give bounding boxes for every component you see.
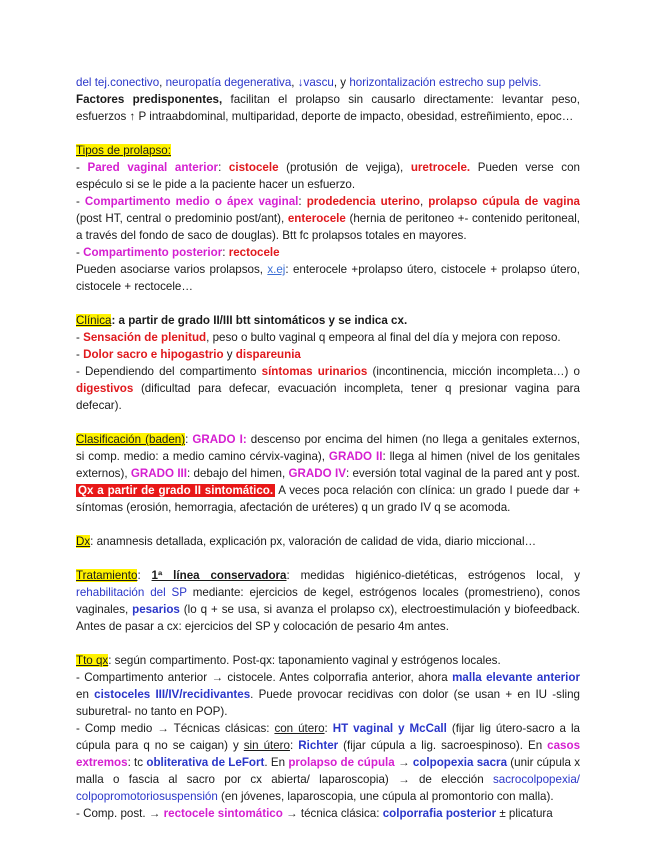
predisposing-label: Factores predisponentes, (76, 93, 223, 106)
document-page (76, 74, 580, 822)
tipos-medio: - Compartimento medio o ápex vaginal: prodedencia uterino, prolapso cúpula de vagina (post HT, central o predominio post/ant), enterocele (hernia de peritoneo +- contenido peritoneal, a través del fondo de saco de douglas). Btt fc prolapsos totales en mayores. (76, 195, 580, 242)
tratamiento-heading: Tratamiento (76, 569, 138, 582)
dx-paragraph: Dx: anamnesis detallada, explicación px, valoración de calidad de vida, diario miccional… (76, 535, 537, 548)
clinica-compartimento: - Dependiendo del compartimento síntomas urinarios (incontinencia, micción incompleta…) o digestivos (dificultad para defecar, evacuación incompleta, tener q presionar vagina para defecar). (76, 365, 580, 412)
ttoqx-heading: Tto qx: según compartimento. Post-qx: taponamiento vaginal y estrógenos locales. (76, 654, 501, 667)
paragraph-predisposing: Factores predisponentes, facilitan el prolapso sin causarlo directamente: levantar peso, esfuerzos ↑ P intraabdominal, multiparidad, deporte de impacto, obesidad, estreñimiento, epoc… (76, 93, 580, 123)
paragraph-causes: del tej.conectivo, neuropatía degenerativa, ↓vascu, y horizontalización estrecho sup pelvis. (76, 76, 542, 89)
xej-link[interactable]: x.ej (267, 263, 286, 276)
cause-pelvis: horizontalización estrecho sup pelvis. (349, 76, 542, 89)
ttoqx-posterior: - Comp. post. → rectocele sintomático → técnica clásica: colporrafia posterior ± plicatura (76, 807, 553, 820)
tipos-asociados: Pueden asociarse varios prolapsos, x.ej: enterocele +prolapso útero, cistocele + prolapso útero, cistocele + rectocele… (76, 263, 580, 293)
clinica-heading: Clínica: a partir de grado II/III btt sintomáticos y se indica cx. (76, 314, 408, 327)
qx-highlight: Qx a partir de grado II sintomático. (78, 484, 274, 497)
clasificacion-heading: Clasificación (baden) (76, 433, 186, 446)
clinica-plenitud: - Sensación de plenitud, peso o bulto vaginal q empeora al final del día y mejora con reposo. (76, 331, 561, 344)
clinica-dolor: - Dolor sacro e hipogastrio y dispareunia (76, 348, 301, 361)
clasificacion-paragraph: Clasificación (baden): GRADO I: descenso por encima del himen (no llega a genitales externos, si comp. medio: a medio camino cérvix-vagina), GRADO II: llega al himen (nivel de los genitales externos), GRADO III: debajo del himen, GRADO IV: eversión total vaginal de la pared ant y post. Qx a partir de grado II sintomático. A veces poca relación con clínica: un grado I puede dar + síntomas (erosión, hemorragia, afectación de uréteres) q un grado IV q se acomoda. (76, 433, 580, 514)
tipos-posterior: - Compartimento posterior: rectocele (76, 246, 280, 259)
cause-vascular: ↓vascu (297, 76, 334, 89)
dx-heading: Dx (76, 535, 91, 548)
cause-neuropathy: neuropatía degenerativa (165, 76, 292, 89)
ttoqx-medio: - Comp medio → Técnicas clásicas: con útero: HT vaginal y McCall (fijar lig útero-sacro a la cúpula para q no se caigan) y sin útero: Richter (fijar cúpula a lig. sacroespinoso). En casos extremos: tc obliterativa de LeFort. En prolapso de cúpula → colpopexia sacra (unir cúpula x malla o fascia al sacro por cx abierta/ laparoscopia) → de elección sacrocolpopexia/ colpopromotoriosuspensión (en jóvenes, laparoscopia, une cúpula al promontorio con malla). (76, 722, 581, 803)
cause-connective: del tej.conectivo (76, 76, 160, 89)
ttoqx-anterior: - Compartimento anterior → cistocele. Antes colporrafia anterior, ahora malla elevante anterior en cistoceles III/IV/recidivantes. Puede provocar recidivas con dolor (se usan + en IU -sling suburetral- no tanto en POP). (76, 671, 580, 718)
tipos-heading: Tipos de prolapso: (76, 144, 171, 157)
tipos-anterior: - Pared vaginal anterior: cistocele (protusión de vejiga), uretrocele. Pueden verse con espéculo si se le pide a la paciente hacer un esfuerzo. (76, 161, 580, 191)
tratamiento-paragraph: Tratamiento: 1ª línea conservadora: medidas higiénico-dietéticas, estrógenos local, y rehabilitación del SP mediante: ejercicios de kegel, estrógenos locales (promestrieno), conos vaginales, pesarios (lo q + se usa, si avanza el prolapso cx), electroestimulación y biofeedback. Antes de pasar a cx: ejercicios del SP y colocación de pesario 4m antes. (76, 569, 581, 633)
